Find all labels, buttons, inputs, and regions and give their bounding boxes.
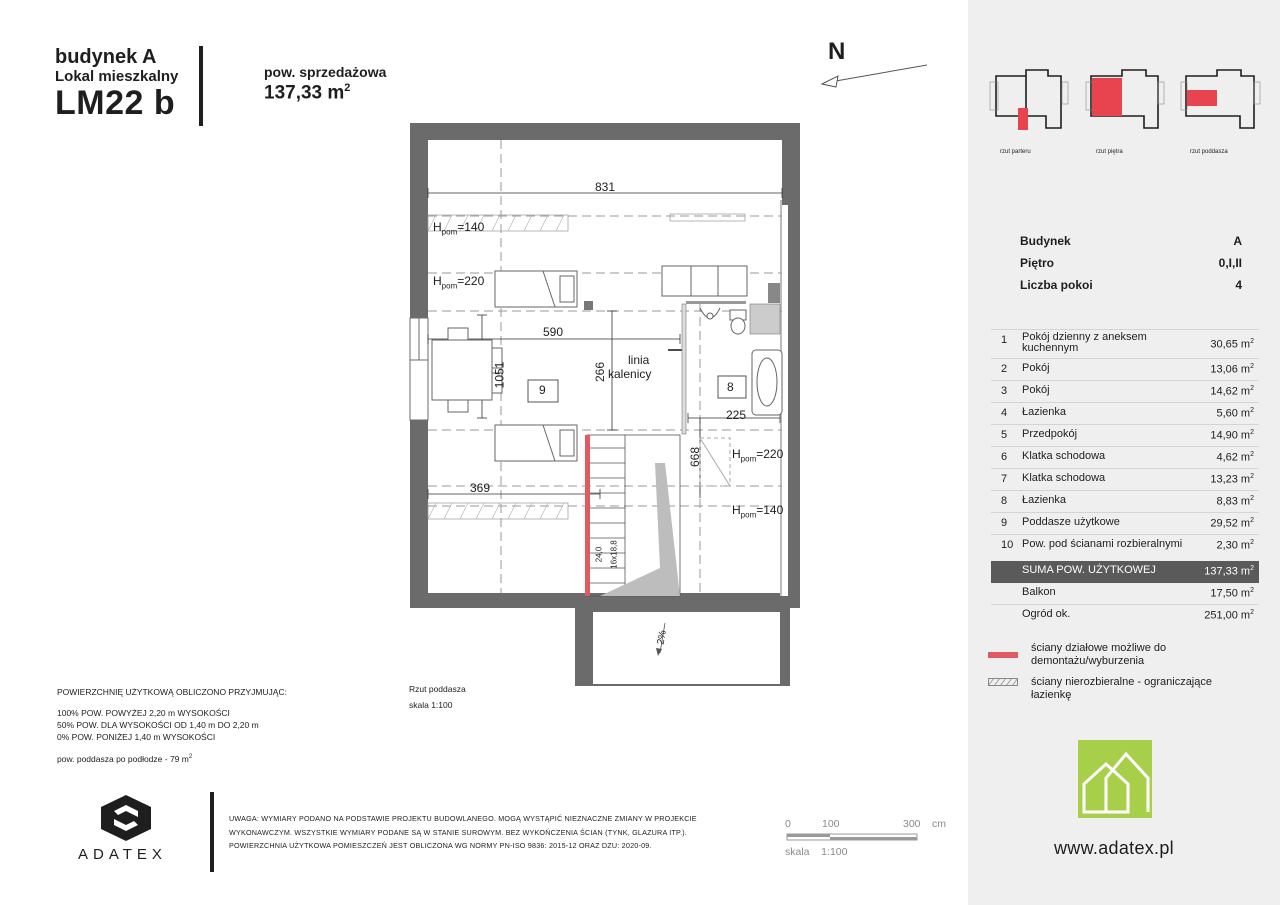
removable-wall-segment xyxy=(585,435,590,596)
height-140-right: $H_{pom}=140$ xyxy=(732,503,784,520)
room-list xyxy=(991,329,1259,626)
list-item: 4 Łazienka 5,60 $m^2$ xyxy=(991,402,1259,424)
scale-tick-0: 0 xyxy=(785,818,791,830)
north-arrow-icon xyxy=(810,58,935,93)
fixed-wall-swatch xyxy=(988,678,1018,686)
height-220-top: $H_{pom}=220$ xyxy=(433,274,485,291)
attic-floor-plan xyxy=(400,118,820,692)
scale-unit: cm xyxy=(932,818,946,830)
building-label: budynek A xyxy=(55,46,157,68)
dim-266: 266 xyxy=(593,361,608,383)
dim-590: 590 xyxy=(543,325,564,339)
stair-steps: 16x18,8 xyxy=(609,540,619,569)
list-item: 9 Poddasze użytkowe 29,52 $m^2$ xyxy=(991,512,1259,534)
balcony-wall-right xyxy=(780,608,790,686)
list-item: 3 Pokój 14,62 $m^2$ xyxy=(991,380,1259,402)
unit-code: LM22 b xyxy=(55,84,176,122)
attic-floor-area: pow. poddasza po podłodze - 79 $m^2$ xyxy=(57,754,193,764)
thumb-attic-highlight xyxy=(1187,90,1217,106)
scale-tick-300: 300 xyxy=(903,818,921,830)
footer-divider xyxy=(210,792,214,872)
sales-area-label: pow. sprzedażowa xyxy=(264,64,387,80)
list-item: 1 Pokój dzienny z aneksem kuchennym 30,65 $m^2$ xyxy=(991,329,1259,358)
ridge-line-label: linia kalenicy xyxy=(608,353,652,381)
balcony-slope: 2% xyxy=(655,629,669,646)
room-8-marker: 8 xyxy=(727,380,734,394)
balcony-wall-left xyxy=(575,608,593,686)
header-divider xyxy=(199,46,203,126)
room-9-marker: 9 xyxy=(539,383,546,397)
param-row: Liczba pokoi 4 xyxy=(1020,278,1242,292)
list-item: 7 Klatka schodowa 13,23 $m^2$ xyxy=(991,468,1259,490)
scale-label: skala 1:100 xyxy=(785,846,848,858)
stair-void xyxy=(600,463,680,596)
dim-369: 369 xyxy=(470,481,491,495)
list-item: 8 Łazienka 8,83 $m^2$ xyxy=(991,490,1259,512)
unit-type-label: Lokal mieszkalny xyxy=(55,68,179,85)
scale-tick-100: 100 xyxy=(822,818,840,830)
list-item: 6 Klatka schodowa 4,62 $m^2$ xyxy=(991,446,1259,468)
dim-width: 831 xyxy=(595,180,616,194)
dim-225: 225 xyxy=(726,408,747,422)
sales-area-value: 137,33 $m^2$ xyxy=(264,82,351,104)
floor-thumbnails xyxy=(986,68,1276,138)
dim-1051: 1051 xyxy=(492,361,507,389)
thumb-label-first: rzut piętra xyxy=(1096,149,1123,155)
north-label: N xyxy=(828,38,846,65)
website-link[interactable]: www.adatex.pl xyxy=(1054,838,1174,858)
thumb-ground-highlight xyxy=(1018,108,1028,130)
couch-icon xyxy=(662,266,747,296)
notes-line-2: 50% POW. DLA WYSOKOŚCI OD 1,40 m DO 2,20 m xyxy=(57,720,259,730)
thumb-first-highlight xyxy=(1092,78,1122,116)
logo-text: ADATEX xyxy=(78,846,167,863)
notes-line-3: 0% POW. PONIŻEJ 1,40 m WYSOKOŚCI xyxy=(57,732,216,742)
unit-params-table xyxy=(1016,230,1246,296)
scale-bar xyxy=(786,831,926,843)
thumb-label-ground: rzut parteru xyxy=(1000,149,1031,155)
thumb-label-attic: rzut poddasza xyxy=(1190,149,1228,155)
disclaimer: UWAGA: WYMIARY PODANO NA PODSTAWIE PROJEKTU BUDOWLANEGO. MOGĄ WYSTĄPIĆ NIEZNACZNE ZMIANY W PROJEKCIE WYKONAWCZYM. WSZYSTKIE WYMIARY PODANE SĄ W STANIE SUROWYM. BEZ WYKOŃCZENIA ŚCIAN (TYNK, GLAZURA ITP.). POWIERZCHNIA UŻYTKOWA POMIESZCZEŃ JEST OBLICZONA WG NORMY PN-ISO 9836: 2015-12 ORAZ DZU: 2020-09. xyxy=(229,814,697,850)
height-220-right: $H_{pom}=220$ xyxy=(732,447,784,464)
adatex-logo-icon xyxy=(96,793,156,843)
total-area-row: SUMA POW. UŻYTKOWEJ 137,33 $m^2$ xyxy=(991,561,1259,583)
removable-wall-swatch xyxy=(988,652,1018,658)
wall-right xyxy=(788,198,800,608)
legend-fixed-walls: ściany nierozbieralne - ograniczające łazienkę xyxy=(1031,676,1212,701)
param-row: Budynek A xyxy=(1020,234,1242,248)
dim-668: 668 xyxy=(688,446,703,468)
stair-height: 24,0 xyxy=(594,546,604,563)
plan-scale: skala 1:100 xyxy=(409,700,453,710)
balcony-row: Balkon 17,50 $m^2$ xyxy=(1022,586,1254,600)
param-row: Piętro 0,I,II xyxy=(1020,256,1242,270)
legend-removable-walls: ściany działowe możliwe do demontażu/wyburzenia xyxy=(1031,642,1167,667)
wall-top-right xyxy=(782,123,800,198)
list-item: 5 Przedpokój 14,90 $m^2$ xyxy=(991,424,1259,446)
house-logo-icon xyxy=(1078,740,1152,818)
height-140-top: $H_{pom}=140$ xyxy=(433,220,485,237)
notes-heading: POWIERZCHNIĘ UŻYTKOWĄ OBLICZONO PRZYJMUJĄC: xyxy=(57,687,287,697)
wall-top xyxy=(410,123,782,140)
list-item: 10 Pow. pod ścianami rozbieralnymi 2,30 $m^2$ xyxy=(991,534,1259,561)
plan-caption: Rzut poddasza xyxy=(409,684,466,694)
notes-line-1: 100% POW. POWYŻEJ 2,20 m WYSOKOŚCI xyxy=(57,708,230,718)
wall-bottom xyxy=(410,596,800,608)
list-item: 2 Pokój 13,06 $m^2$ xyxy=(991,358,1259,380)
garden-row: Ogród ok. 251,00 $m^2$ xyxy=(991,604,1259,626)
